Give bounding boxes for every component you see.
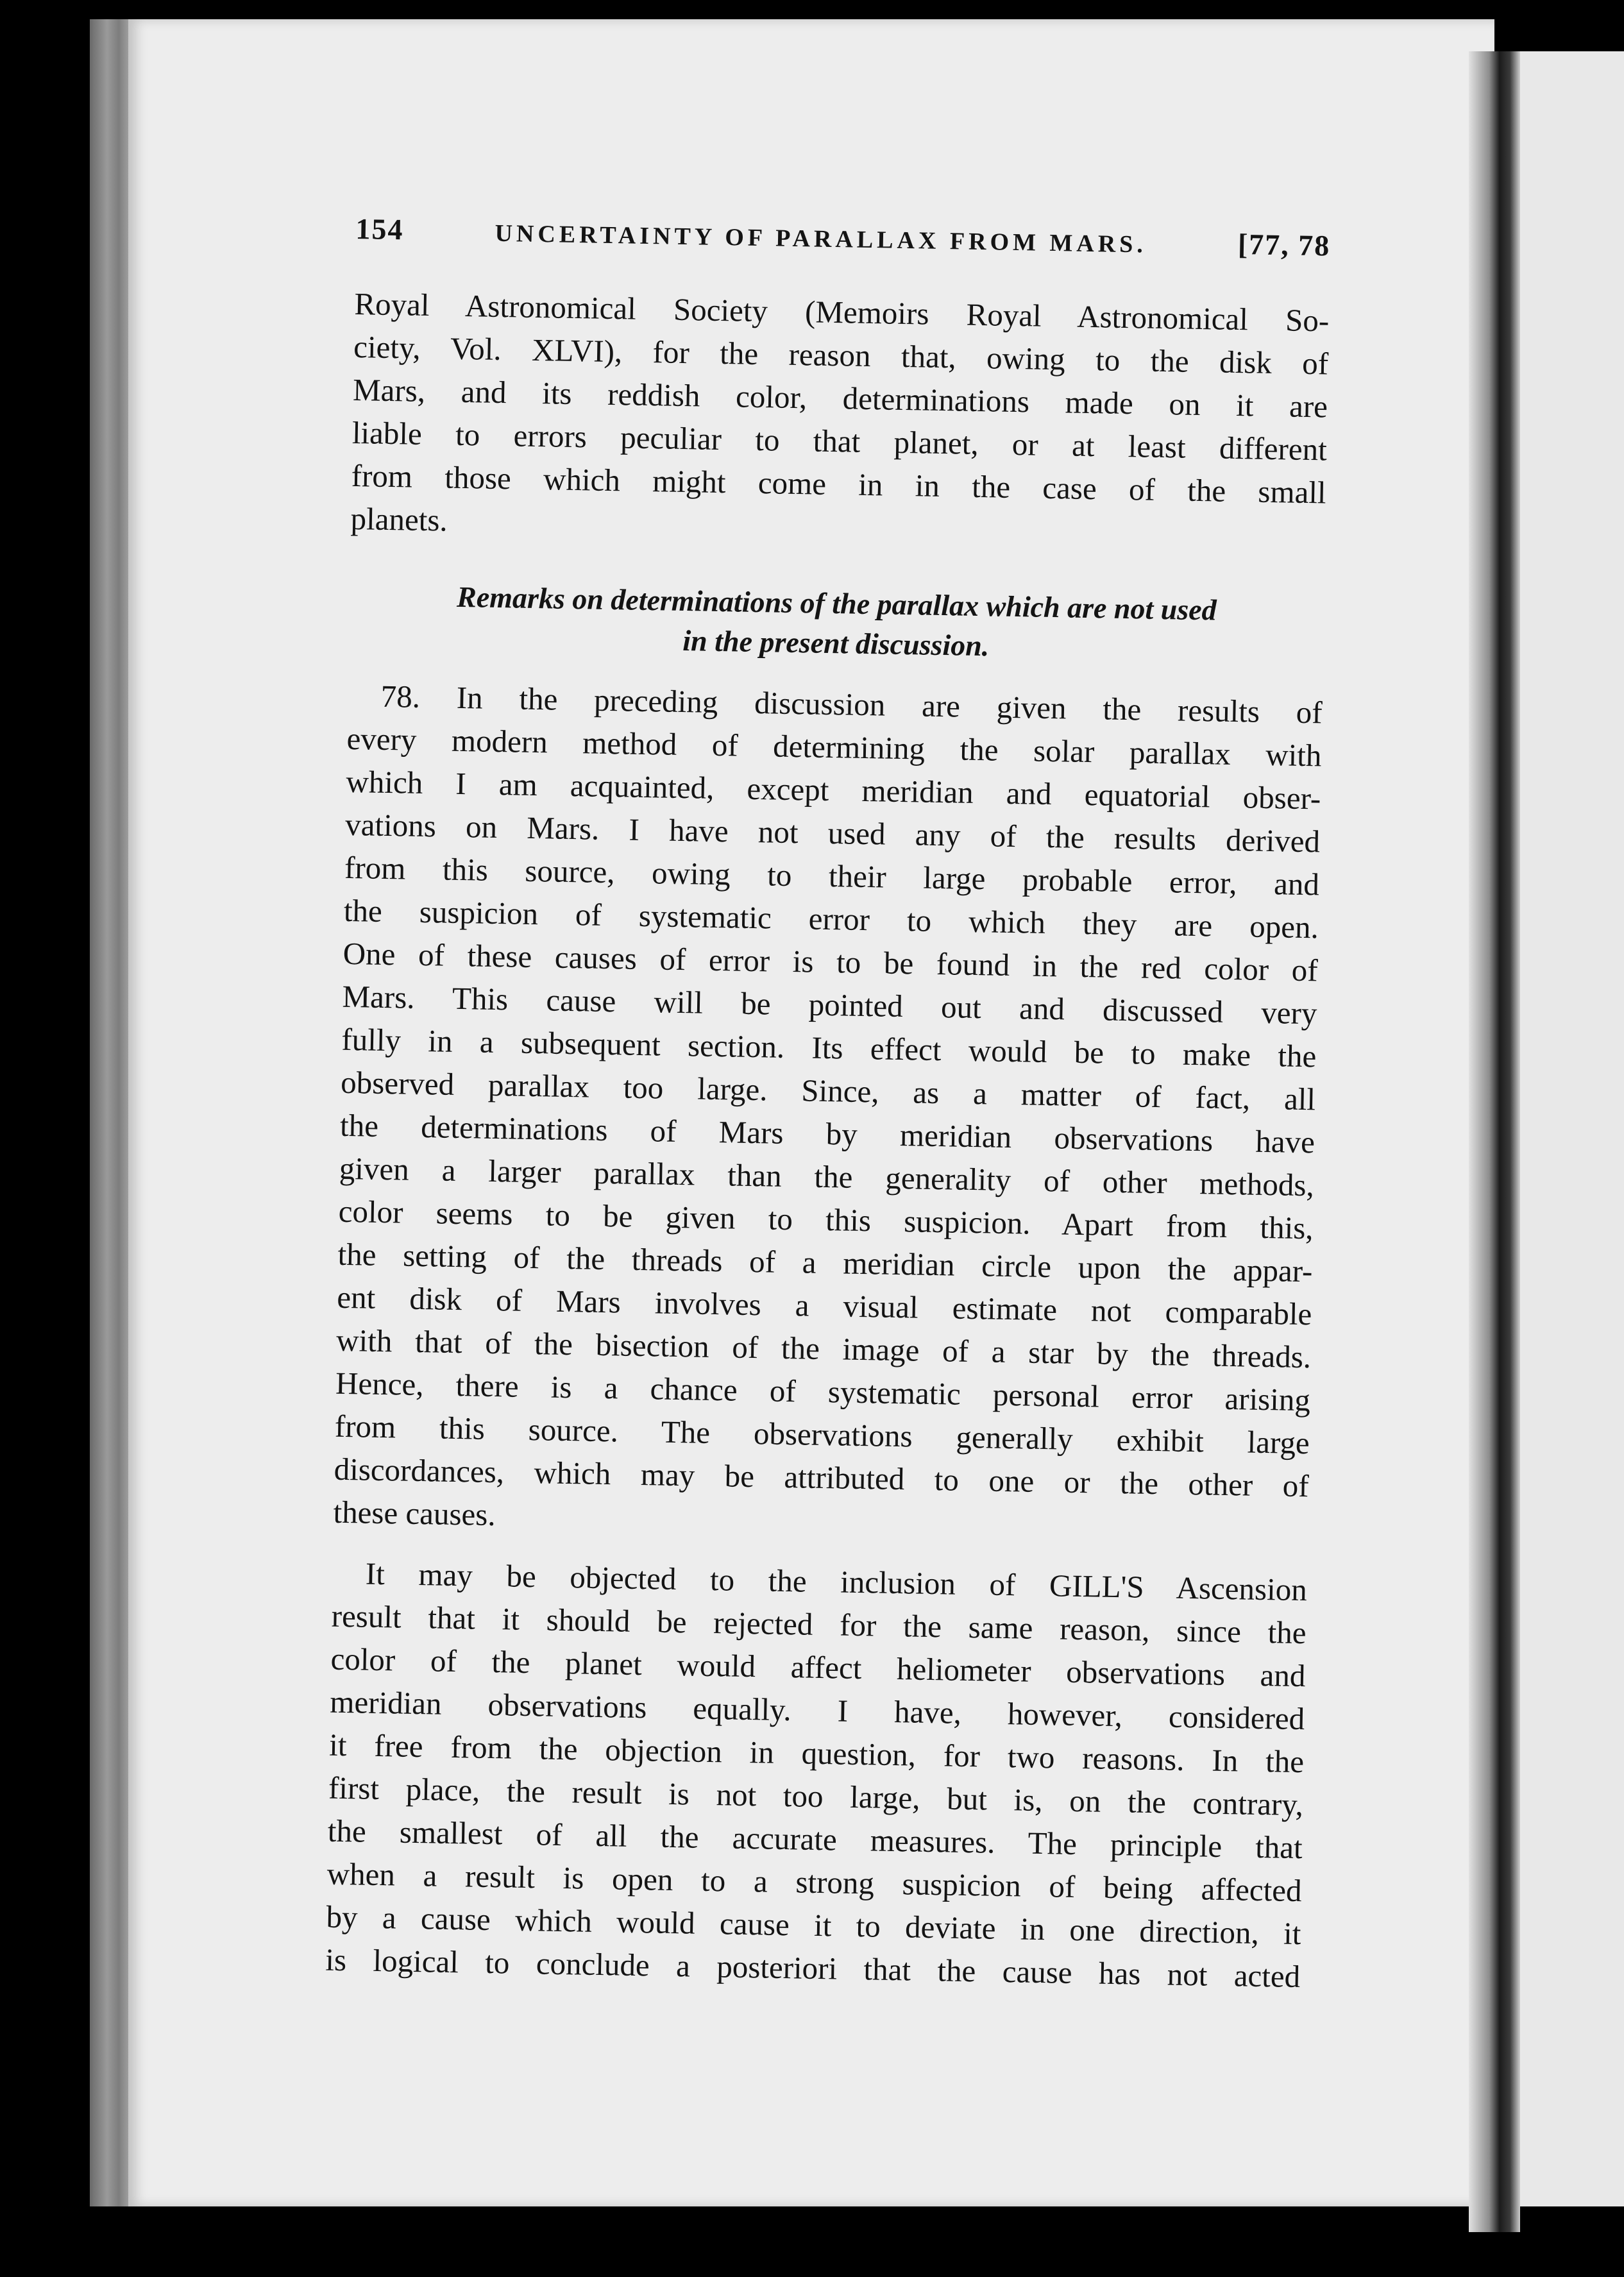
text-line: Royal Astronomical Society (Memoirs Royal Astronomical So-: [354, 285, 1330, 339]
text-line: discordances, which may be attributed to one or the other of: [334, 1451, 1310, 1504]
facing-page: [1520, 51, 1624, 2206]
text-line: the setting of the threads of a meridian circle upon the appar-: [337, 1236, 1313, 1289]
text-line: liable to errors peculiar to that planet, or at least different: [351, 414, 1328, 468]
text-line: every modern method of determining the solar parallax with: [346, 720, 1322, 774]
text-line: when a result is open to a strong suspicion of being affected: [326, 1856, 1303, 1909]
text-line: observed parallax too large. Since, as a matter of fact, all: [340, 1064, 1316, 1117]
text-line: ciety, Vol. XLVI), for the reason that, owing to the disk of: [353, 328, 1329, 382]
text-line: planets.: [350, 500, 448, 538]
text-line: color of the planet would affect heliometer observations and: [330, 1641, 1306, 1694]
text-line: the determinations of Mars by meridian observations have: [339, 1107, 1315, 1160]
text-line: is logical to conclude a posteriori that the cause has not acted: [325, 1942, 1301, 1995]
text-line: the suspicion of systematic error to which they are open.: [343, 892, 1319, 945]
text-line: result that it should be rejected for the same reason, since the: [331, 1598, 1307, 1651]
running-title: UNCERTAINTY OF PARALLAX FROM MARS.: [495, 219, 1147, 258]
text-line: which I am acquainted, except meridian and equatorial obser-: [346, 763, 1321, 817]
text-line: vations on Mars. I have not used any of the results derived: [344, 806, 1321, 859]
text-line: these causes.: [333, 1494, 496, 1533]
paragraph-78: [333, 674, 1323, 1550]
text-line: from those which might come in in the case of the small: [351, 457, 1327, 511]
text-line: first place, the result is not too large, but is, on the contrary,: [328, 1770, 1304, 1823]
text-line: fully in a subsequent section. Its effect would be to make the: [341, 1021, 1317, 1074]
paragraph-gill: [325, 1552, 1307, 1998]
text-line: It may be objected to the inclusion of GILL'S Ascension: [365, 1555, 1308, 1608]
heading-line: Remarks on determinations of the parallax which are not used: [456, 580, 1217, 627]
text-line: One of these causes of error is to be found in the red color of: [343, 935, 1319, 988]
text-line: given a larger parallax than the generality of other methods,: [339, 1150, 1315, 1203]
page-text: [325, 212, 1331, 1998]
page-number: 154: [355, 212, 404, 246]
text-line: ent disk of Mars involves a visual estimate not comparable: [336, 1279, 1312, 1332]
paragraph-1: [350, 282, 1330, 557]
section-numbers: [77, 78: [1237, 228, 1331, 262]
text-line: Mars. This cause will be pointed out and discussed very: [342, 978, 1317, 1031]
book-gutter: [1469, 51, 1520, 2232]
section-heading: [348, 575, 1324, 672]
text-line: from this source, owing to their large probable error, and: [344, 849, 1320, 902]
text-line: Hence, there is a chance of systematic personal error arising: [335, 1365, 1311, 1418]
text-line: with that of the bisection of the image of a star by the threads.: [335, 1322, 1312, 1375]
text-line: by a cause which would cause it to deviate in one direction, it: [326, 1899, 1301, 1952]
text-line: Mars, and its reddish color, determinations made on it are: [352, 371, 1328, 425]
text-line: meridian observations equally. I have, however, considered: [329, 1684, 1305, 1737]
text-line: 78. In the preceding discussion are given the results of: [380, 678, 1323, 731]
text-line: it free from the objection in question, for two reasons. In the: [328, 1727, 1305, 1780]
text-line: color seems to be given to this suspicion. Apart from this,: [338, 1193, 1314, 1246]
text-line: the smallest of all the accurate measures. The principle that: [327, 1813, 1303, 1866]
heading-line: in the present discussion.: [682, 623, 990, 663]
text-line: from this source. The observations generally exhibit large: [334, 1408, 1310, 1461]
